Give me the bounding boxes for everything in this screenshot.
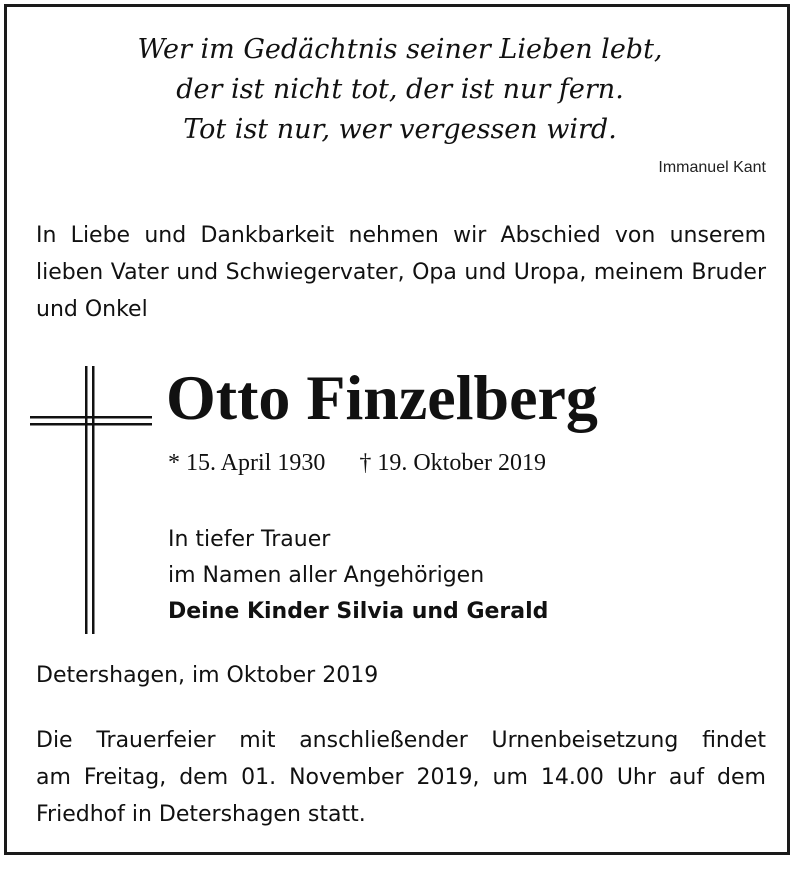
- mourning-line-2: im Namen aller Angehörigen: [168, 563, 485, 588]
- cross-icon: [30, 366, 152, 634]
- quote-line-2: der ist nicht tot, der ist nur fern.: [176, 74, 624, 105]
- mourning-block: [168, 522, 548, 630]
- birth-date: * 15. April 1930: [168, 450, 326, 476]
- intro-text: In Liebe und Dankbarkeit nehmen wir Abschied von unserem lieben Vater und Schwiegervater, Opa und Uropa, meinem Bruder und Onkel: [36, 223, 766, 322]
- mourners-signature: Deine Kinder Silvia und Gerald: [168, 599, 549, 624]
- ceremony-line-2: am Freitag, dem 01. November 2019, um 14.00 Uhr auf dem: [36, 765, 766, 790]
- life-dates: [168, 446, 546, 480]
- deceased-name: Otto Finzelberg: [166, 362, 598, 433]
- place-and-date: Detershagen, im Oktober 2019: [36, 663, 379, 688]
- memorial-quote: [0, 30, 800, 150]
- quote-line-3: Tot ist nur, wer vergessen wird.: [183, 114, 617, 145]
- ceremony-line-1: Die Trauerfeier mit anschließender Urnenbeisetzung findet: [36, 728, 766, 753]
- quote-line-1: Wer im Gedächtnis seiner Lieben lebt,: [137, 34, 663, 65]
- quote-author: Immanuel Kant: [658, 159, 766, 176]
- mourning-line-1: In tiefer Trauer: [168, 527, 331, 552]
- death-date: † 19. Oktober 2019: [359, 450, 546, 476]
- ceremony-info: [36, 722, 766, 833]
- ceremony-line-3: Friedhof in Detershagen statt.: [36, 802, 366, 827]
